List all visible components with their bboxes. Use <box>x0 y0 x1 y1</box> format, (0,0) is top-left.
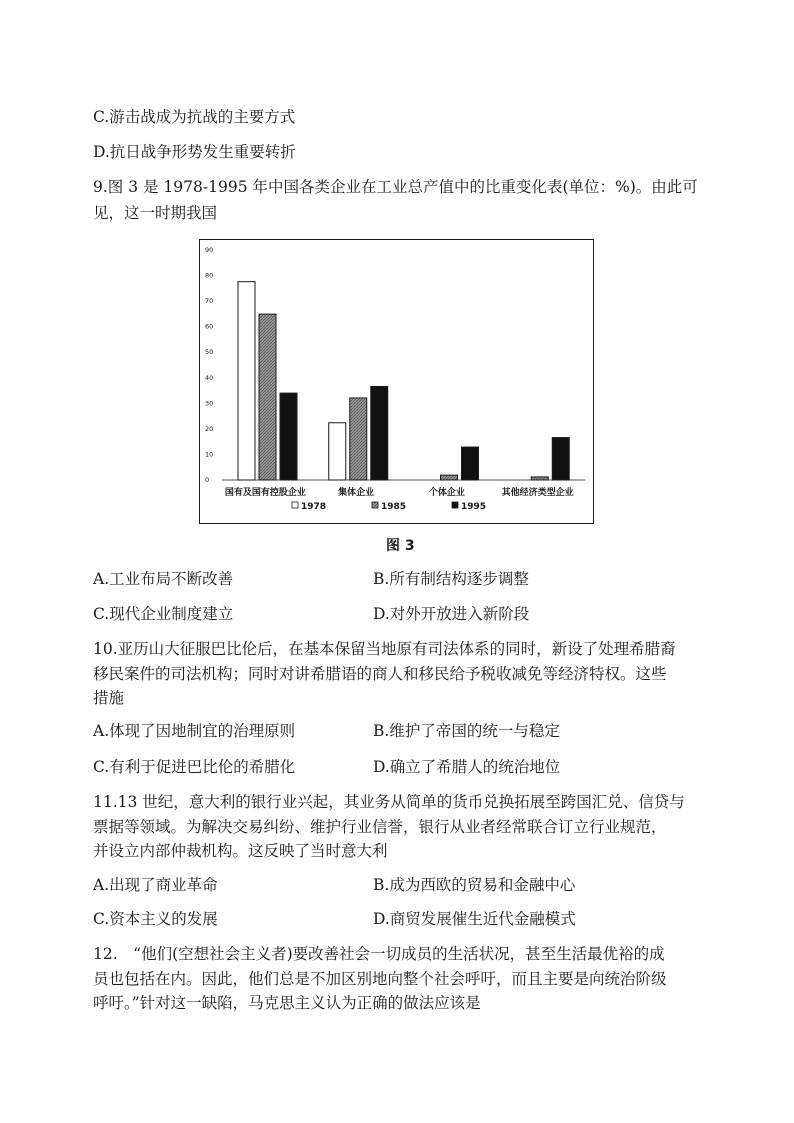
category-label-3: 其他经济类型企业 <box>501 488 574 498</box>
bar-2-series-1995 <box>462 447 479 480</box>
y-tick-label-7: 70 <box>205 297 214 306</box>
q11-option-a[interactable]: A.出现了商业革命 <box>93 876 218 894</box>
legend-swatch-1978 <box>292 502 298 508</box>
bar-1-series-1985 <box>350 398 367 480</box>
legend-label-1978: 1978 <box>301 502 327 512</box>
y-tick-label-3: 30 <box>205 399 214 408</box>
legend-label-1985: 1985 <box>381 502 407 512</box>
bar-0-series-1978 <box>238 282 255 480</box>
y-tick-label-0: 0 <box>205 476 210 484</box>
q10-stem-line-3: 措施 <box>93 689 125 707</box>
q11-option-c[interactable]: C.资本主义的发展 <box>93 910 218 928</box>
prev-option-c: C.游击战成为抗战的主要方式 <box>93 108 296 126</box>
q9-option-c[interactable]: C.现代企业制度建立 <box>93 605 234 623</box>
q12-stem-line-1: 12. “他们(空想社会主义者)要改善社会一切成员的生活状况，甚至生活最优裕的成 <box>93 945 665 963</box>
q9-option-b[interactable]: B.所有制结构逐步调整 <box>373 570 529 588</box>
q10-stem-line-2: 移民案件的司法机构；同时对讲希腊语的商人和移民给予税收减免等经济特权。这些 <box>93 665 667 683</box>
q11-option-b[interactable]: B.成为西欧的贸易和金融中心 <box>373 876 576 894</box>
q11-option-d[interactable]: D.商贸发展催生近代金融模式 <box>373 910 576 928</box>
bar-chart <box>200 240 595 525</box>
y-tick-label-8: 80 <box>205 271 214 280</box>
q10-option-a[interactable]: A.体现了因地制宜的治理原则 <box>93 722 296 740</box>
q9-option-a[interactable]: A.工业布局不断改善 <box>93 570 234 588</box>
q10-option-c[interactable]: C.有利于促进巴比伦的希腊化 <box>93 758 296 776</box>
q10-option-d[interactable]: D.确立了希腊人的统治地位 <box>373 758 561 776</box>
bar-0-series-1985 <box>259 314 276 480</box>
legend-swatch-1995 <box>452 502 458 508</box>
q9-option-d[interactable]: D.对外开放进入新阶段 <box>373 605 530 623</box>
y-tick-label-6: 60 <box>205 322 214 331</box>
bar-3-series-1985 <box>531 477 548 480</box>
q9-stem-line-2: 见，这一时期我国 <box>93 204 218 222</box>
q11-stem-line-1: 11.13 世纪，意大利的银行业兴起，其业务从简单的货币兑换拓展至跨国汇兑、信贷与 <box>93 793 685 811</box>
q9-stem-line-1: 9.图 3 是 1978-1995 年中国各类企业在工业总产值中的比重变化表(单位：%)。由此可 <box>93 178 698 196</box>
legend-label-1995: 1995 <box>461 502 487 512</box>
bar-2-series-1985 <box>441 475 458 480</box>
bar-3-series-1995 <box>552 438 569 480</box>
y-tick-label-2: 20 <box>205 424 214 433</box>
y-tick-label-9: 90 <box>205 246 214 254</box>
category-label-2: 个体企业 <box>428 488 465 498</box>
category-label-0: 国有及国有控股企业 <box>224 488 306 498</box>
bar-0-series-1995 <box>280 393 297 480</box>
y-tick-label-1: 10 <box>205 450 214 459</box>
q11-stem-line-2: 票据等领域。为解决交易纠纷、维护行业信誉，银行从业者经常联合订立行业规范， <box>93 818 667 836</box>
bar-chart-figure <box>199 239 594 524</box>
bar-1-series-1995 <box>371 386 388 480</box>
category-label-1: 集体企业 <box>338 488 375 498</box>
bar-1-series-1978 <box>329 423 346 480</box>
q10-stem-line-1: 10.亚历山大征服巴比伦后，在基本保留当地原有司法体系的同时，新设了处理希腊裔 <box>93 640 676 658</box>
legend-swatch-1985 <box>372 502 378 508</box>
figure-caption: 图 3 <box>386 538 415 554</box>
prev-option-d: D.抗日战争形势发生重要转折 <box>93 143 296 161</box>
q10-option-b[interactable]: B.维护了帝国的统一与稳定 <box>373 722 560 740</box>
y-tick-label-5: 50 <box>205 348 214 357</box>
q12-stem-line-2: 员也包括在内。因此，他们总是不加区别地向整个社会呼吁，而且主要是向统治阶级 <box>93 970 667 988</box>
q11-stem-line-3: 并设立内部仲裁机构。这反映了当时意大利 <box>93 842 388 860</box>
y-tick-label-4: 40 <box>205 373 214 382</box>
q12-stem-line-3: 呼吁。”针对这一缺陷，马克思主义认为正确的做法应该是 <box>93 994 481 1012</box>
